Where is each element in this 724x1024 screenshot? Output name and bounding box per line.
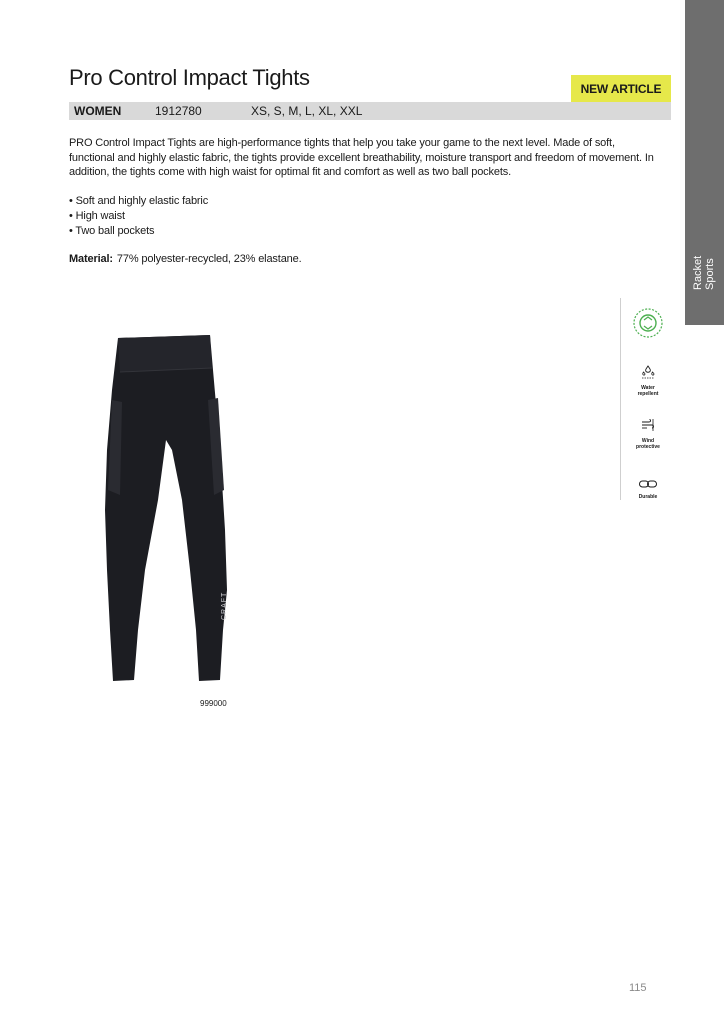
material-label: Material:: [69, 253, 113, 265]
brand-print: CRAFT: [221, 591, 228, 620]
wind-protective-label-2: protective: [636, 444, 660, 450]
durable-label: Durable: [638, 494, 658, 500]
material-info: [69, 253, 302, 265]
category-tab-label: [692, 256, 716, 290]
feature-list: [69, 194, 208, 239]
article-number: 1912780: [155, 104, 202, 118]
product-title: Pro Control Impact Tights: [69, 65, 310, 90]
feature-item: • Two ball pockets: [69, 225, 155, 237]
product-image-tights: [100, 330, 240, 690]
feature-icons-divider: [620, 298, 621, 500]
category-tab-line2: Sports: [704, 258, 716, 290]
feature-item: • High waist: [69, 210, 125, 222]
material-value: 77% polyester-recycled, 23% elastane.: [116, 253, 302, 265]
page-number: 115: [629, 982, 647, 994]
product-description: PRO Control Impact Tights are high-performance tights that help you take your game to the next level. Made of soft, functional and highly elastic fabric, the tights provide excellent breathability, moisture transport and freedom of movement. In addition, the tights come with high waist for optimal fit and comfort as well as two ball pockets.: [69, 137, 654, 178]
color-code: 999000: [200, 699, 227, 708]
water-repellent-label-2: repellent: [637, 391, 659, 397]
wind-protective-label-1: Wind: [641, 438, 655, 444]
category-tab-line1: Racket: [692, 255, 704, 290]
gender-label: WOMEN: [74, 104, 122, 118]
wind-protective-icon: [628, 417, 668, 450]
recycled-icon: [628, 307, 668, 344]
water-repellent-icon: [628, 364, 668, 397]
new-article-badge: NEW ARTICLE: [571, 75, 671, 102]
product-info-bar: [69, 102, 671, 120]
durable-icon: [628, 476, 668, 500]
size-range: XS, S, M, L, XL, XXL: [251, 104, 363, 118]
feature-item: • Soft and highly elastic fabric: [69, 195, 209, 207]
water-repellent-label-1: Water: [641, 385, 655, 391]
